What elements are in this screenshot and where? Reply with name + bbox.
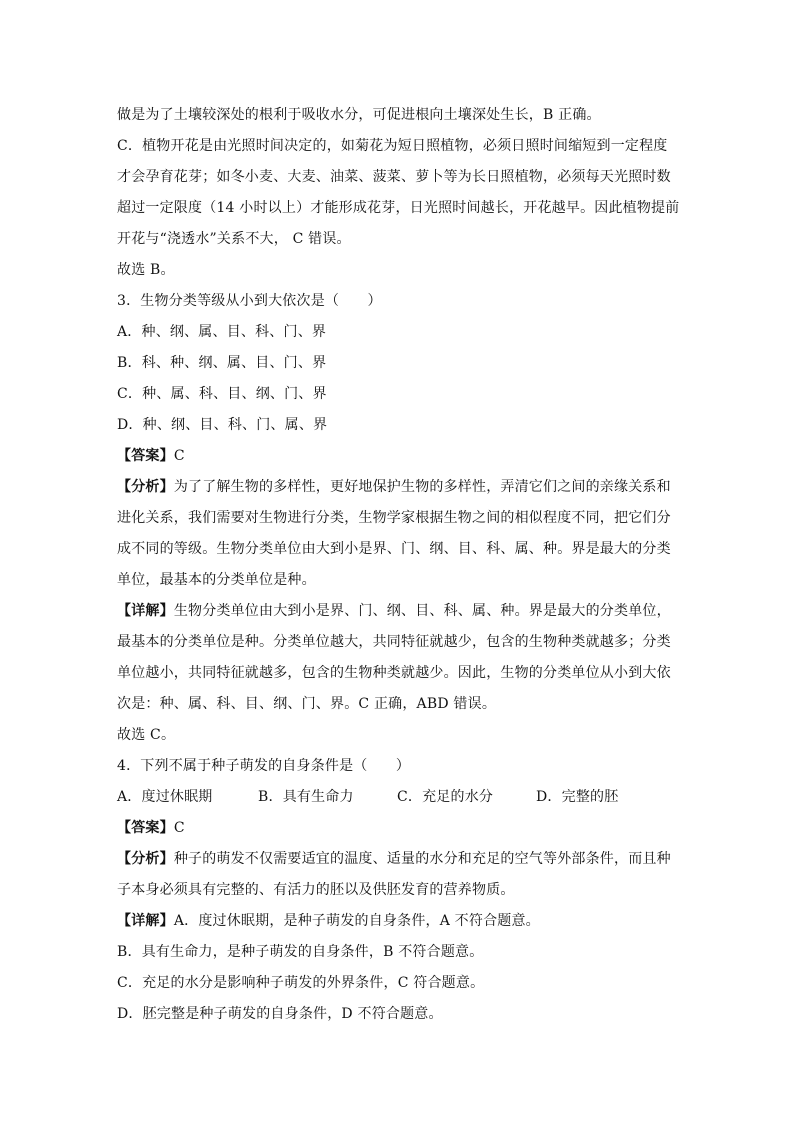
conclusion-line: 故选 B。 bbox=[117, 262, 175, 278]
analysis-line: 进化关系，我们需要对生物进行分类，生物学家根据生物之间的相似程度不同，把它们分 bbox=[117, 510, 671, 526]
option-a: A．度过休眠期 bbox=[117, 789, 213, 805]
detail-block bbox=[117, 906, 682, 1030]
question-3 bbox=[117, 286, 682, 751]
option-b: B．科、种、纲、属、目、门、界 bbox=[117, 355, 327, 371]
question-4 bbox=[117, 751, 682, 1030]
answer-tag: 【答案】 bbox=[117, 448, 174, 464]
detail-block bbox=[117, 596, 682, 720]
detail-line: D．胚完整是种子萌发的自身条件，D 不符合题意。 bbox=[117, 1006, 443, 1022]
text-line: 做是为了土壤较深处的根利于吸收水分，可促进根向土壤深处生长，B 正确。 bbox=[117, 107, 601, 123]
option-c: C．充足的水分 bbox=[397, 789, 494, 805]
detail-line bbox=[117, 906, 682, 937]
detail-line: 最基本的分类单位是种。分类单位越大，共同特征就越少，包含的生物种类就越多；分类 bbox=[117, 634, 671, 650]
detail-line: C．充足的水分是影响种子萌发的外界条件，C 符合题意。 bbox=[117, 975, 485, 991]
answer-tag: 【答案】 bbox=[117, 820, 174, 836]
answer-value: C bbox=[173, 448, 185, 464]
detail-text: A．度过休眠期，是种子萌发的自身条件，A 不符合题意。 bbox=[173, 913, 540, 929]
analysis-block bbox=[117, 844, 682, 906]
analysis-text: 种子的萌发不仅需要适宜的温度、适量的水分和充足的空气等外部条件，而且种 bbox=[173, 851, 671, 867]
detail-line bbox=[117, 596, 682, 627]
detail-tag: 【详解】 bbox=[117, 603, 174, 619]
detail-line: B．具有生命力，是种子萌发的自身条件，B 不符合题意。 bbox=[117, 944, 484, 960]
option-d: D．完整的胚 bbox=[536, 789, 619, 805]
conclusion-line: 故选 C。 bbox=[117, 727, 176, 743]
option-b: B．具有生命力 bbox=[258, 789, 354, 805]
options-row bbox=[117, 782, 682, 813]
answer-line bbox=[117, 441, 682, 472]
analysis-line: 子本身必须具有完整的、有活力的胚以及供胚发育的营养物质。 bbox=[117, 882, 515, 898]
document-page bbox=[117, 100, 682, 1030]
text-line: 才会孕育花芽；如冬小麦、大麦、油菜、菠菜、萝卜等为长日照植物，必须每天光照时数 bbox=[117, 169, 671, 185]
analysis-line: 成不同的等级。生物分类单位由大到小是界、门、纲、目、科、属、种。界是最大的分类 bbox=[117, 541, 671, 557]
question-stem: 3．生物分类等级从小到大依次是（ ） bbox=[117, 293, 382, 309]
answer-value: C bbox=[173, 820, 185, 836]
detail-text: 生物分类单位由大到小是界、门、纲、目、科、属、种。界是最大的分类单位， bbox=[173, 603, 671, 619]
analysis-tag: 【分析】 bbox=[117, 479, 174, 495]
analysis-line: 单位，最基本的分类单位是种。 bbox=[117, 572, 316, 588]
text-line: 超过一定限度（14 小时以上）才能形成花芽，日光照时间越长，开花越早。因此植物提前 bbox=[117, 200, 680, 216]
analysis-tag: 【分析】 bbox=[117, 851, 174, 867]
detail-line: 单位越小，共同特征就越多，包含的生物种类就越少。因此，生物的分类单位从小到大依 bbox=[117, 665, 671, 681]
detail-tag: 【详解】 bbox=[117, 913, 174, 929]
analysis-line bbox=[117, 844, 682, 875]
analysis-line bbox=[117, 472, 682, 503]
text-line: 开花与“浇透水”关系不大， C 错误。 bbox=[117, 231, 351, 247]
analysis-text: 为了了解生物的多样性，更好地保护生物的多样性，弄清它们之间的亲缘关系和 bbox=[173, 479, 671, 495]
answer-line bbox=[117, 813, 682, 844]
option-c: C．种、属、科、目、纲、门、界 bbox=[117, 386, 327, 402]
option-d: D．种、纲、目、科、门、属、界 bbox=[117, 417, 328, 433]
option-a: A．种、纲、属、目、科、门、界 bbox=[117, 324, 327, 340]
detail-line: 次是：种、属、科、目、纲、门、界。C 正确，ABD 错误。 bbox=[117, 696, 497, 712]
text-line: C．植物开花是由光照时间决定的，如菊花为短日照植物，必须日照时间缩短到一定程度 bbox=[117, 138, 668, 154]
analysis-block bbox=[117, 472, 682, 596]
question-stem: 4．下列不属于种子萌发的自身条件是（ ） bbox=[117, 758, 411, 774]
